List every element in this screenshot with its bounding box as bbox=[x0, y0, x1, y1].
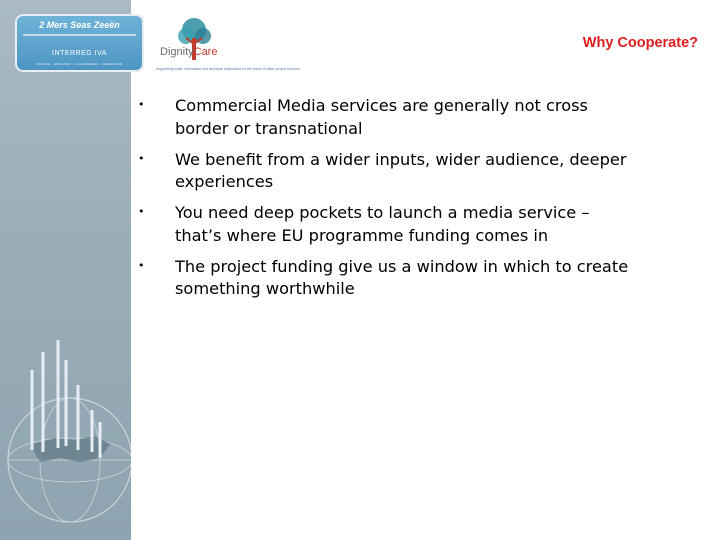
bullet-icon: • bbox=[138, 258, 145, 272]
logo-divider bbox=[23, 34, 136, 36]
bullet-icon: • bbox=[138, 205, 145, 218]
bullet-text: The project funding give us a window in which to create something worthwhile bbox=[175, 256, 629, 298]
logo-name-care: Care bbox=[193, 46, 218, 58]
bullet-item bbox=[138, 95, 638, 140]
bullet-text: You need deep pockets to launch a media service – that’s where EU programme funding comes in bbox=[175, 203, 590, 245]
globe-graphic bbox=[0, 340, 131, 540]
bullet-text: Commercial Media services are generally not cross border or transnational bbox=[175, 96, 588, 138]
bullet-icon: • bbox=[138, 98, 145, 111]
left-sidebar bbox=[0, 0, 131, 540]
logo-name-dignity: Dignity bbox=[160, 46, 194, 58]
logo-tagline: Supporting public information and technical exploration for the future of older people services bbox=[156, 67, 300, 71]
dignity-care-tree-icon bbox=[156, 14, 246, 72]
bullet-item bbox=[138, 149, 638, 194]
bullet-text: We benefit from a wider inputs, wider audience, deeper experiences bbox=[175, 149, 627, 191]
bullet-item bbox=[138, 202, 638, 247]
interreg-logo bbox=[15, 14, 144, 72]
program-name: 2 Mers Seas Zeeën bbox=[39, 20, 120, 30]
bullet-icon: • bbox=[138, 151, 145, 165]
bullet-item bbox=[138, 256, 638, 301]
bullet-list bbox=[138, 95, 638, 309]
interreg-label: INTERREG IVA bbox=[52, 50, 107, 57]
slide-title: Why Cooperate? bbox=[582, 35, 698, 51]
dignity-care-logo-text bbox=[160, 46, 217, 58]
countries-label: FRANCE - ENGLAND - VLAANDEREN - NEDERLAND bbox=[36, 62, 123, 66]
